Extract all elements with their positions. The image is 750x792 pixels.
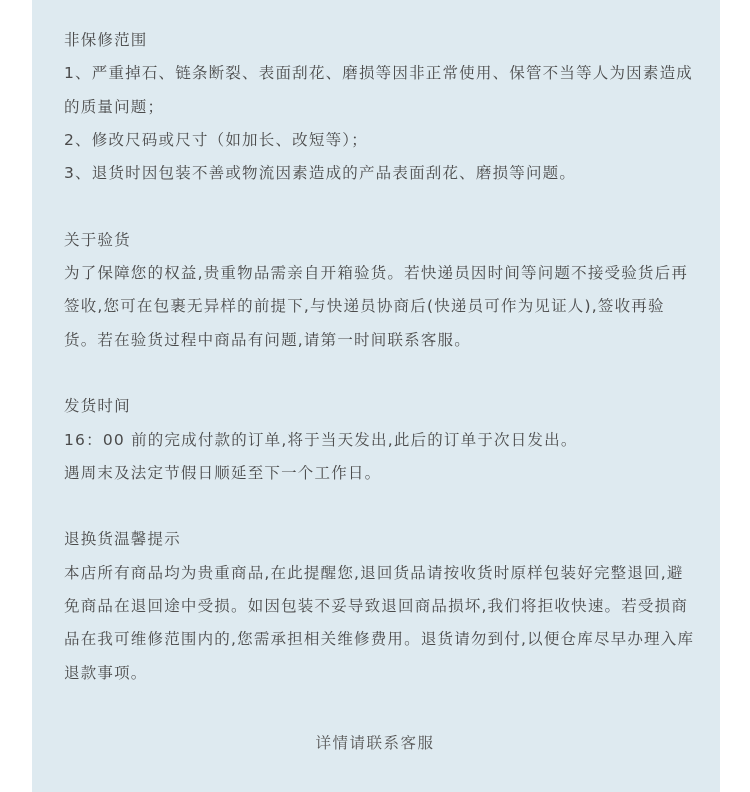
shipping-time-text-2: 遇周末及法定节假日顺延至下一个工作日。 — [64, 463, 382, 482]
non-warranty-section — [64, 24, 698, 190]
shipping-time-text-1: 16：00 前的完成付款的订单,将于当天发出,此后的订单于次日发出。 — [64, 430, 578, 449]
shipping-time-section — [64, 390, 698, 490]
return-tips-section — [64, 523, 698, 689]
return-tips-text: 本店所有商品均为贵重商品,在此提醒您,退回货品请按收货时原样包装好完整退回,避免商品在退回途中受损。如因包装不妥导致退回商品损坏,我们将拒收快速。若受损商品在我可维修范围内的,您需承担相关维修费用。退货请勿到付,以便仓库尽早办理入库退款事项。 — [64, 563, 695, 682]
section-title-shipping-time: 发货时间 — [64, 397, 131, 416]
contact-support-footer: 详情请联系客服 — [315, 734, 435, 752]
section-title-inspection: 关于验货 — [64, 230, 131, 249]
inspection-section — [64, 224, 698, 357]
non-warranty-item-2: 2、修改尺码或尺寸（如加长、改短等）； — [64, 130, 368, 149]
policy-content — [64, 24, 698, 723]
section-title-non-warranty: 非保修范围 — [64, 31, 148, 49]
non-warranty-item-1: 1、严重掉石、链条断裂、表面刮花、磨损等因非正常使用、保管不当等人为因素造成的质量问题； — [64, 64, 693, 116]
inspection-text: 为了保障您的权益,贵重物品需亲自开箱验货。若快递员因时间等问题不接受验货后再签收,您可在包裹无异样的前提下,与快递员协商后(快递员可作为见证人),签收再验货。若在验货过程中商品有问题,请第一时间联系客服。 — [64, 264, 689, 349]
non-warranty-item-3: 3、退货时因包装不善或物流因素造成的产品表面刮花、磨损等问题。 — [64, 164, 577, 183]
section-title-return-tips: 退换货温馨提示 — [64, 530, 181, 549]
